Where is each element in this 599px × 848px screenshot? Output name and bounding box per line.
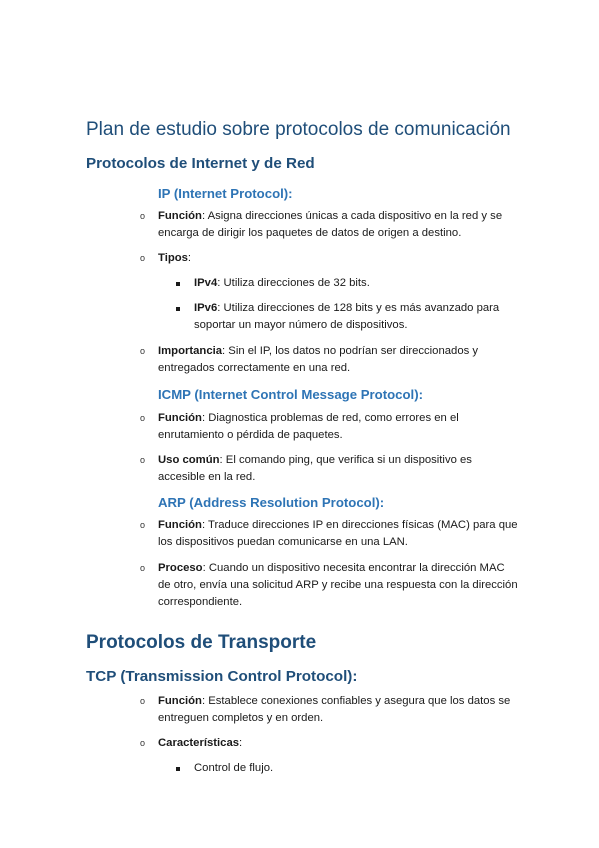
list-item-tcp-caracteristicas [158,735,518,752]
bullet-circle: o [140,413,146,423]
page-title: Plan de estudio sobre protocolos de comunicación [86,119,511,140]
section-heading-transporte: Protocolos de Transporte [86,632,317,653]
label-tipos: Tipos [158,252,188,264]
label-uso-comun: Uso común [158,454,220,466]
text-tipos: : [187,252,192,264]
text-uso-comun: : El comando ping, que verifica si un dispositivo es accesible en la red. [158,454,472,483]
text-proceso: : Cuando un dispositivo necesita encontrar la dirección MAC de otro, envía una solicitud ARP y recibe una respuesta con la dirección correspondiente. [158,562,518,608]
bullet-square [176,282,180,286]
bullet-circle: o [140,520,146,530]
bullet-circle: o [140,346,146,356]
list-item-ip-funcion [158,208,518,242]
text-funcion: : Establece conexiones confiables y asegura que los datos se entreguen completos y en orden. [158,695,511,724]
label-funcion: Función [158,519,202,531]
label-ipv6: IPv6 [194,302,218,314]
subheading-ip: IP (Internet Protocol): [158,186,293,201]
list-item-arp-funcion [158,517,518,551]
section-heading-internet-red: Protocolos de Internet y de Red [86,155,315,172]
list-item-control-flujo: Control de flujo. [194,762,274,774]
bullet-circle: o [140,563,146,573]
list-item-arp-proceso [158,560,518,611]
subheading-tcp: TCP (Transmission Control Protocol): [86,668,358,685]
label-caracteristicas: Características [158,737,240,749]
bullet-circle: o [140,253,146,263]
text-funcion: : Traduce direcciones IP en direcciones físicas (MAC) para que los dispositivos puedan comunicarse en una LAN. [158,519,518,548]
bullet-circle: o [140,738,146,748]
label-funcion: Función [158,412,202,424]
label-funcion: Función [158,210,202,222]
subheading-icmp: ICMP (Internet Control Message Protocol): [158,387,423,402]
text-caracteristicas: : [239,737,243,749]
list-item-icmp-funcion [158,410,518,444]
list-item-icmp-uso [158,452,518,486]
bullet-square [176,307,180,311]
list-item-ipv6 [194,300,514,334]
text-ipv4: : Utiliza direcciones de 32 bits. [217,277,370,289]
text-ipv6: : Utiliza direcciones de 128 bits y es más avanzado para soportar un mayor número de dispositivos. [194,302,500,331]
label-importancia: Importancia [158,345,223,357]
label-proceso: Proceso [158,562,203,574]
bullet-circle: o [140,455,146,465]
bullet-square [176,767,180,771]
text-importancia: : Sin el IP, los datos no podrían ser direccionados y entregados correctamente en una red. [158,345,479,374]
text-funcion: : Diagnostica problemas de red, como errores en el enrutamiento o pérdida de paquetes. [158,412,459,441]
bullet-circle: o [140,696,146,706]
list-item-ip-importancia [158,343,518,377]
bullet-circle: o [140,211,146,221]
label-ipv4: IPv4 [194,277,218,289]
list-item-tcp-funcion [158,693,518,727]
list-item-ipv4 [194,275,514,292]
label-funcion: Función [158,695,202,707]
text-funcion: : Asigna direcciones únicas a cada dispositivo en la red y se encarga de dirigir los paquetes de datos de origen a destino. [158,210,503,239]
subheading-arp: ARP (Address Resolution Protocol): [158,495,385,510]
list-item-ip-tipos [158,250,518,267]
